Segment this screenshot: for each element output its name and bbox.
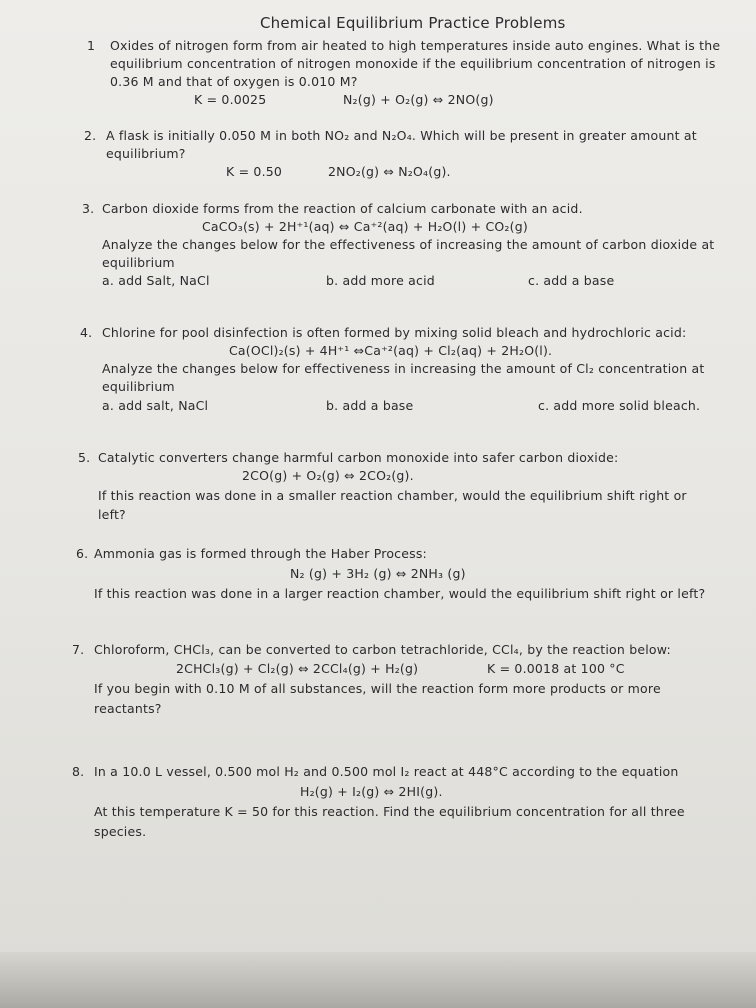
problem-3-option-c: c. add a base	[528, 273, 615, 288]
problem-4-option-c: c. add more solid bleach.	[538, 398, 701, 413]
problem-3-option-b: b. add more acid	[326, 273, 435, 288]
problem-5-text-line-2: If this reaction was done in a smaller reaction chamber, would the equilibrium shift right or	[98, 488, 687, 503]
problem-6-equation: N₂ (g) + 3H₂ (g) ⇔ 2NH₃ (g)	[290, 566, 466, 581]
problem-5-text-line-3: left?	[98, 507, 126, 522]
problem-4-text-line-2: Analyze the changes below for effectiveness in increasing the amount of Cl₂ concentration at	[102, 361, 705, 376]
problem-1-text-line-2: equilibrium concentration of nitrogen monoxide if the equilibrium concentration of nitrogen is	[110, 56, 716, 71]
problem-4-number: 4.	[80, 325, 93, 340]
problem-1-text-line-1: Oxides of nitrogen form from air heated to high temperatures inside auto engines. What is the	[110, 38, 721, 53]
problem-1-number: 1	[87, 38, 96, 53]
problem-2-k-value: K = 0.50	[226, 164, 283, 179]
problem-3-number: 3.	[82, 201, 95, 216]
problem-8-text-line-1: In a 10.0 L vessel, 0.500 mol H₂ and 0.500 mol I₂ react at 448°C according to the equation	[94, 764, 679, 779]
problem-3-text-line-2: Analyze the changes below for the effectiveness of increasing the amount of carbon dioxide at	[102, 237, 715, 252]
problem-1-k-value: K = 0.0025	[194, 92, 267, 107]
problem-7-text-line-3: reactants?	[94, 701, 162, 716]
problem-5-number: 5.	[78, 450, 91, 465]
background-surface	[0, 952, 756, 1008]
problem-1-equation: N₂(g) + O₂(g) ⇔ 2NO(g)	[343, 92, 494, 107]
problem-4-equation: Ca(OCl)₂(s) + 4H⁺¹ ⇔Ca⁺²(aq) + Cl₂(aq) + 2H₂O(l).	[229, 343, 553, 358]
problem-4-option-b: b. add a base	[326, 398, 414, 413]
problem-2-equation: 2NO₂(g) ⇔ N₂O₄(g).	[328, 164, 451, 179]
problem-6-text-line-1: Ammonia gas is formed through the Haber Process:	[94, 546, 427, 561]
problem-6-text-line-2: If this reaction was done in a larger reaction chamber, would the equilibrium shift right or left?	[94, 586, 706, 601]
problem-7-number: 7.	[72, 642, 85, 657]
problem-7-equation: 2CHCl₃(g) + Cl₂(g) ⇔ 2CCl₄(g) + H₂(g)	[176, 661, 419, 676]
problem-3-text-line-3: equilibrium	[102, 255, 175, 270]
problem-2-text-line-1: A flask is initially 0.050 M in both NO₂ and N₂O₄. Which will be present in greater amount at	[106, 128, 697, 143]
problem-1-text-line-3: 0.36 M and that of oxygen is 0.010 M?	[110, 74, 358, 89]
problem-5-text-line-1: Catalytic converters change harmful carbon monoxide into safer carbon dioxide:	[98, 450, 619, 465]
problem-7-text-line-1: Chloroform, CHCl₃, can be converted to carbon tetrachloride, CCl₄, by the reaction below:	[94, 642, 671, 657]
problem-4-text-line-1: Chlorine for pool disinfection is often formed by mixing solid bleach and hydrochloric acid:	[102, 325, 687, 340]
problem-8-equation: H₂(g) + I₂(g) ⇔ 2HI(g).	[300, 784, 443, 799]
problem-2-text-line-2: equilibrium?	[106, 146, 186, 161]
problem-4-text-line-3: equilibrium	[102, 379, 175, 394]
problem-8-number: 8.	[72, 764, 85, 779]
problem-7-text-line-2: If you begin with 0.10 M of all substances, will the reaction form more products or more	[94, 681, 661, 696]
problem-5-equation: 2CO(g) + O₂(g) ⇔ 2CO₂(g).	[242, 468, 414, 483]
problem-6-number: 6.	[76, 546, 89, 561]
problem-2-number: 2.	[84, 128, 97, 143]
problem-3-option-a: a. add Salt, NaCl	[102, 273, 210, 288]
problem-3-text-line-1: Carbon dioxide forms from the reaction of calcium carbonate with an acid.	[102, 201, 583, 216]
problem-8-text-line-3: species.	[94, 824, 147, 839]
problem-7-k-value: K = 0.0018 at 100 °C	[487, 661, 625, 676]
problem-4-option-a: a. add salt, NaCl	[102, 398, 209, 413]
page-title: Chemical Equilibrium Practice Problems	[260, 14, 566, 32]
problem-3-equation: CaCO₃(s) + 2H⁺¹(aq) ⇔ Ca⁺²(aq) + H₂O(l) + CO₂(g)	[202, 219, 528, 234]
problem-8-text-line-2: At this temperature K = 50 for this reaction. Find the equilibrium concentration for all three	[94, 804, 685, 819]
